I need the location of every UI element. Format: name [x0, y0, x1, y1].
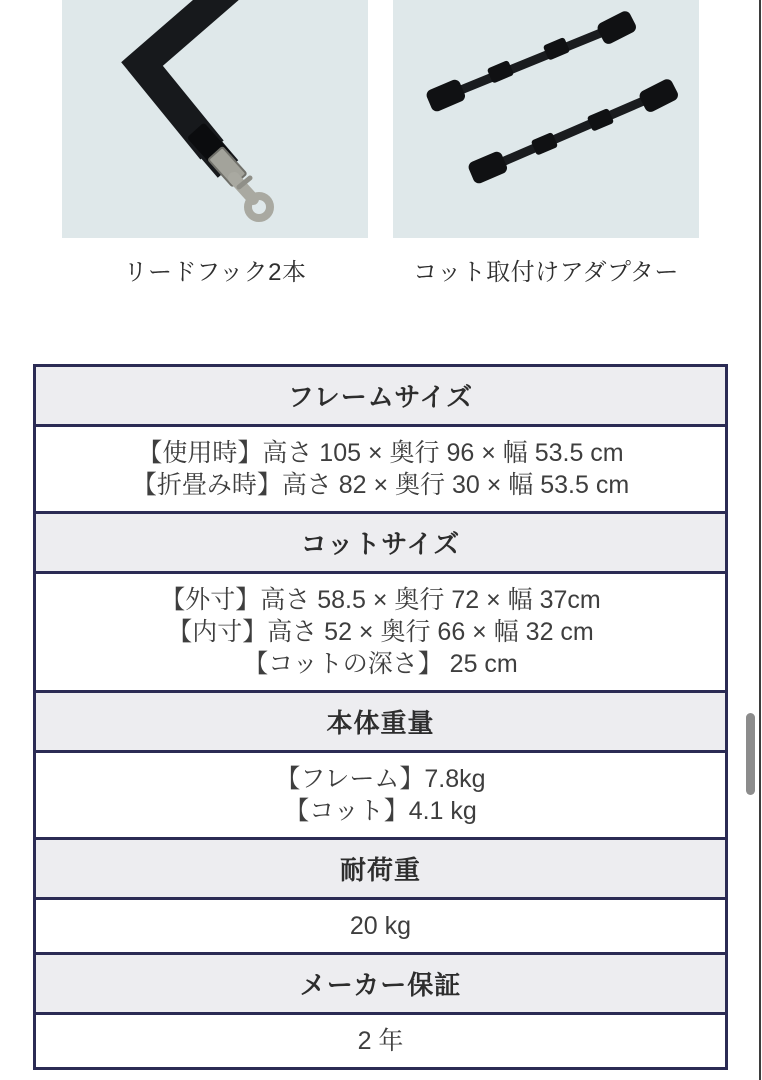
- spec-section-header: メーカー保証: [36, 952, 725, 1012]
- spec-section-header: 耐荷重: [36, 837, 725, 897]
- spec-section-header: コットサイズ: [36, 511, 725, 571]
- cot-adapter-illustration: [393, 0, 699, 238]
- spec-value-line: 【フレーム】7.8kg: [275, 765, 486, 793]
- window-right-border: [759, 0, 761, 1080]
- gallery-item-lead-hook: [62, 0, 368, 287]
- spec-section-header: 本体重量: [36, 690, 725, 750]
- spec-value-line: 【コットの深さ】 25 cm: [243, 650, 518, 678]
- scrollbar-thumb[interactable]: [746, 713, 755, 795]
- spec-value-line: 2 年: [357, 1027, 404, 1055]
- spec-section-value: [36, 571, 725, 690]
- photo-caption-cot-adapter: コット取付けアダプター: [413, 259, 679, 286]
- cot-adapter-photo: [393, 0, 699, 238]
- spec-section-header: フレームサイズ: [36, 367, 725, 424]
- spec-value-line: 【折畳み時】高さ 82 × 奥行 30 × 幅 53.5 cm: [131, 471, 630, 499]
- spec-section-value: [36, 897, 725, 952]
- spec-value-line: 【使用時】高さ 105 × 奥行 96 × 幅 53.5 cm: [137, 439, 624, 467]
- product-image-gallery: [62, 0, 699, 287]
- spec-table: [33, 364, 728, 1070]
- spec-section-value: [36, 750, 725, 837]
- lead-hook-photo: [62, 0, 368, 238]
- spec-value-line: 【コット】4.1 kg: [284, 797, 477, 825]
- spec-value-line: 【外寸】高さ 58.5 × 奥行 72 × 幅 37cm: [160, 586, 601, 614]
- spec-section-value: [36, 1012, 725, 1067]
- spec-section-value: [36, 424, 725, 511]
- lead-hook-illustration: [62, 0, 368, 238]
- spec-value-line: 20 kg: [349, 912, 412, 940]
- photo-caption-lead-hook: リードフック2本: [123, 259, 307, 286]
- gallery-item-cot-adapter: [393, 0, 699, 287]
- spec-value-line: 【内寸】高さ 52 × 奥行 66 × 幅 32 cm: [167, 618, 594, 646]
